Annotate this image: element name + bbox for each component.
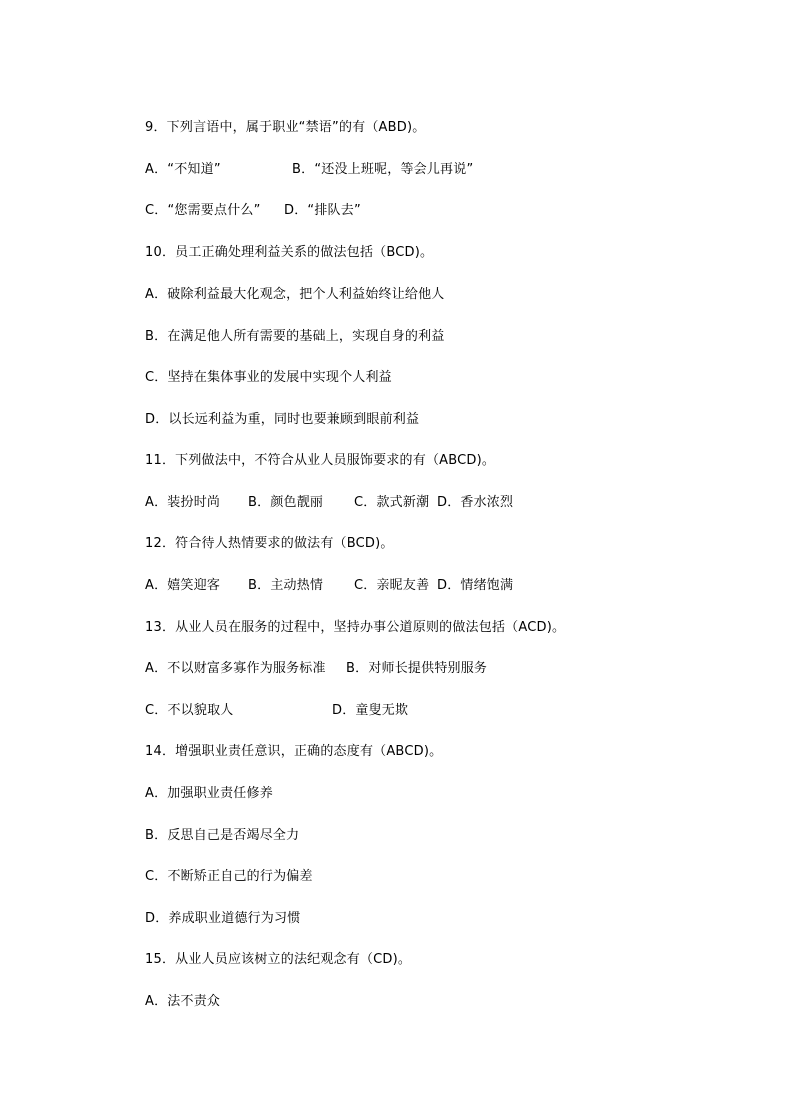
question-10-option-c: C．坚持在集体事业的发展中实现个人利益 bbox=[145, 370, 392, 385]
question-10-option-a: A．破除利益最大化观念，把个人利益始终让给他人 bbox=[145, 287, 445, 302]
option-a: A．不以财富多寡作为服务标准 bbox=[145, 661, 326, 676]
question-11-stem: 11．下列做法中，不符合从业人员服饰要求的有（ABCD)。 bbox=[145, 453, 496, 468]
option-c: C．不以貌取人 bbox=[145, 703, 234, 718]
question-14-stem: 14．增强职业责任意识，正确的态度有（ABCD)。 bbox=[145, 744, 443, 759]
option-b: B．对师长提供特别服务 bbox=[346, 661, 488, 676]
option-d: D．童叟无欺 bbox=[332, 703, 409, 718]
option-a: A．嬉笑迎客 bbox=[145, 578, 221, 593]
question-10-option-d: D．以长远利益为重，同时也要兼顾到眼前利益 bbox=[145, 412, 420, 427]
question-13-stem: 13．从业人员在服务的过程中，坚持办事公道原则的做法包括（ACD)。 bbox=[145, 620, 566, 635]
question-15-stem: 15．从业人员应该树立的法纪观念有（CD)。 bbox=[145, 952, 412, 967]
option-c: C．亲昵友善 bbox=[354, 578, 430, 593]
question-15-option-a: A．法不责众 bbox=[145, 994, 221, 1009]
option-a: A．装扮时尚 bbox=[145, 495, 221, 510]
question-12-stem: 12．符合待人热情要求的做法有（BCD)。 bbox=[145, 536, 394, 551]
question-14-option-a: A．加强职业责任修养 bbox=[145, 786, 273, 801]
option-b: B．主动热情 bbox=[248, 578, 324, 593]
question-14-option-d: D．养成职业道德行为习惯 bbox=[145, 911, 301, 926]
question-10-option-b: B．在满足他人所有需要的基础上，实现自身的利益 bbox=[145, 329, 445, 344]
question-9-stem: 9．下列言语中，属于职业“禁语”的有（ABD)。 bbox=[145, 120, 426, 135]
question-14-option-b: B．反思自己是否竭尽全力 bbox=[145, 828, 300, 843]
option-b: B．颜色靓丽 bbox=[248, 495, 324, 510]
option-d: D．情绪饱满 bbox=[437, 578, 514, 593]
option-c: C．款式新潮 bbox=[354, 495, 430, 510]
option-a: A．“不知道” bbox=[145, 162, 221, 177]
question-10-stem: 10．员工正确处理利益关系的做法包括（BCD)。 bbox=[145, 245, 434, 260]
option-c: C．“您需要点什么” bbox=[145, 203, 261, 218]
option-d: D．“排队去” bbox=[284, 203, 361, 218]
option-d: D．香水浓烈 bbox=[437, 495, 514, 510]
option-b: B．“还没上班呢，等会儿再说” bbox=[292, 162, 474, 177]
question-14-option-c: C．不断矫正自己的行为偏差 bbox=[145, 869, 313, 884]
